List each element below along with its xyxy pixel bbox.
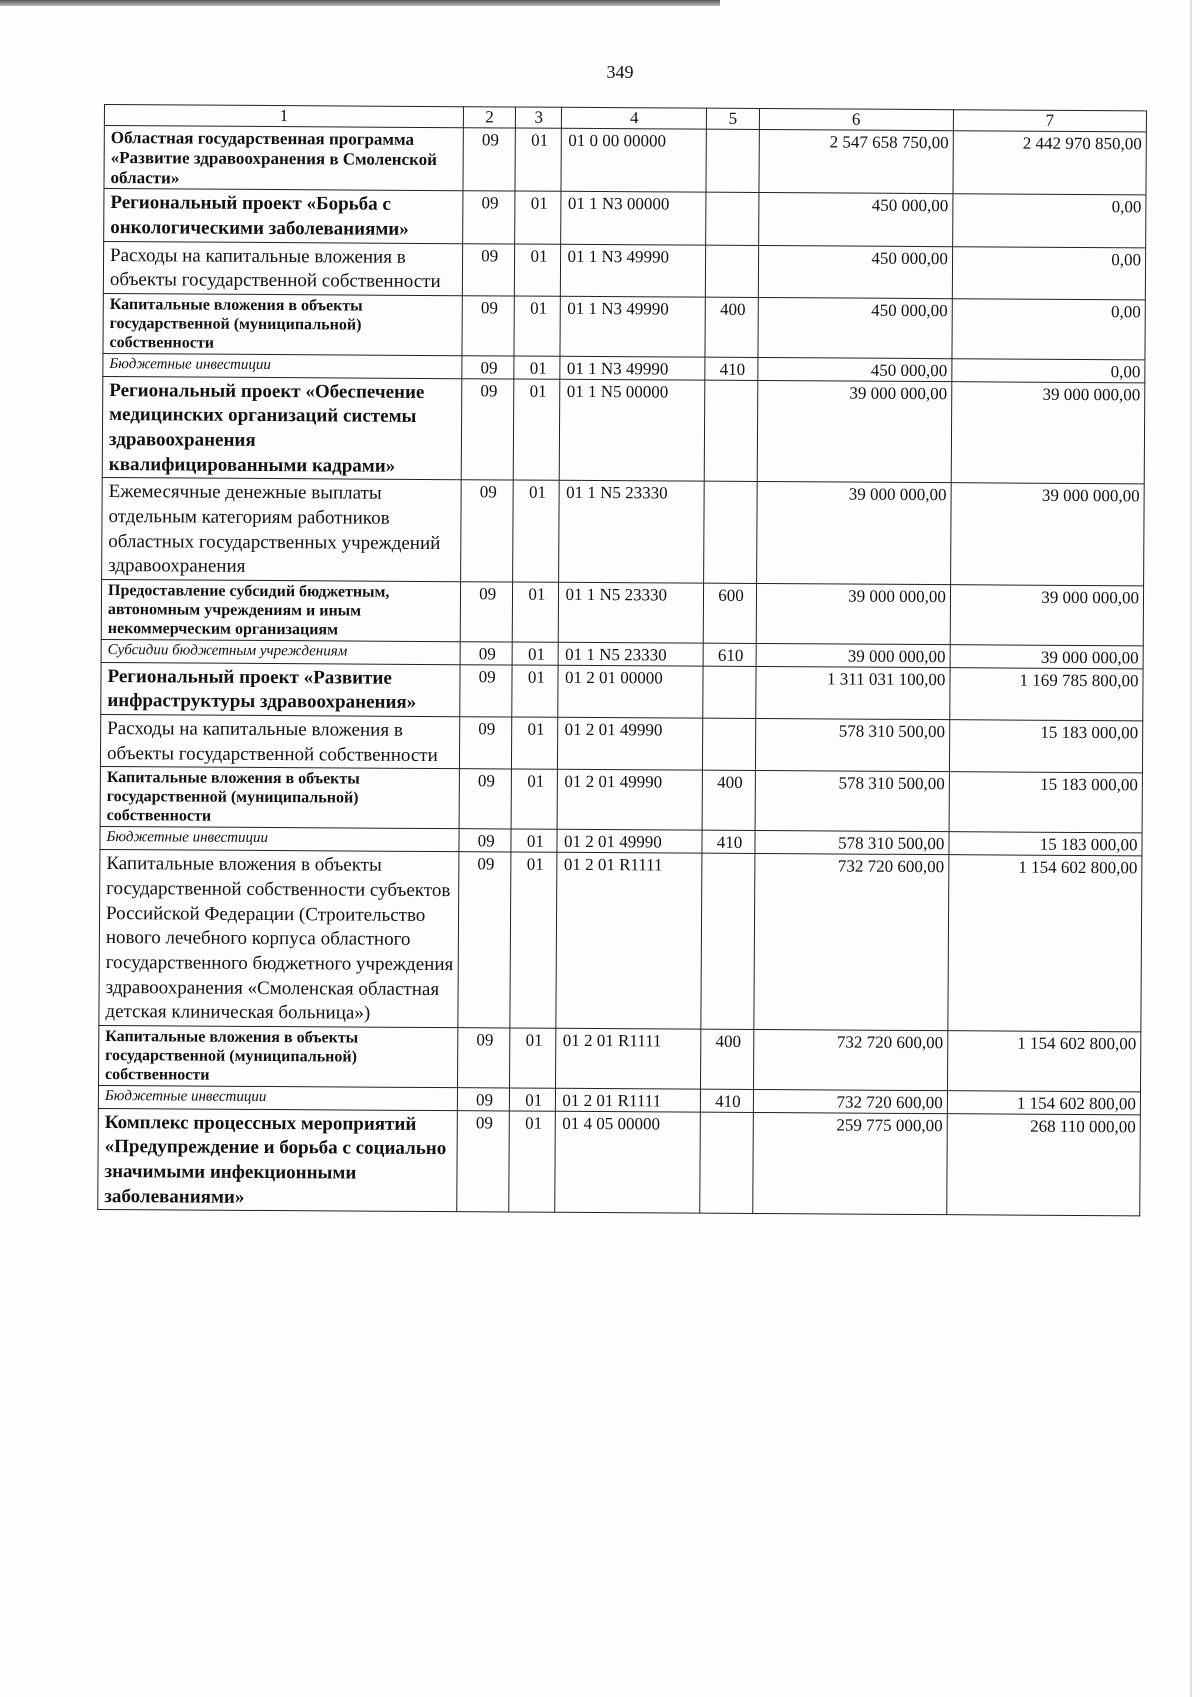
row-name: Капитальные вложения в объекты государственной собственности субъектов Российской Федерации (Строительство нового лечебного корпуса областного государственного бюджетного учреждения здравоохранения «Смоленская областная детская клиническая больница») [99,850,459,1028]
row-expense-type [703,666,756,719]
row-expense-type [706,192,759,245]
row-subsection: 01 [509,1111,556,1213]
row-name: Капитальные вложения в объекты государственной (муниципальной) собственности [103,293,462,355]
row-subsection: 01 [510,852,557,1028]
row-section: 09 [459,769,512,829]
row-subsection: 01 [513,582,560,642]
row-amount-year1: 39 000 000,00 [756,584,950,645]
row-name: Бюджетные инвестиции [103,353,462,378]
row-amount-year1: 1 311 031 100,00 [755,666,949,720]
row-name: Областная государственная программа «Развитие здравоохранения в Смоленской области» [104,126,463,191]
row-name: Ежемесячные денежные выплаты отдельным категориям работников областных государственных учреждений здравоохранения [102,478,461,582]
row-amount-year2: 1 169 785 800,00 [950,667,1143,721]
row-expense-type [704,380,757,482]
row-amount-year1: 732 720 600,00 [753,1089,947,1113]
col-header-3: 3 [516,107,562,128]
row-name: Региональный проект «Борьба с онкологическими заболеваниями» [104,189,463,244]
row-section: 09 [460,582,513,642]
row-subsection: 01 [511,769,558,829]
table-row [99,1025,1141,1091]
row-section: 09 [461,378,514,480]
row-name: Предоставление субсидий бюджетным, автономным учреждениям и иным некоммерческим организациям [101,580,460,642]
table-row [100,767,1142,833]
row-target-code: 01 2 01 00000 [558,665,703,718]
row-expense-type: 410 [701,1089,754,1112]
row-section: 09 [462,296,515,356]
row-amount-year1: 450 000,00 [758,357,952,381]
table-row [101,662,1143,721]
row-amount-year2: 0,00 [952,246,1145,300]
row-section: 09 [458,852,512,1028]
row-target-code: 01 2 01 49990 [557,829,702,853]
row-expense-type: 400 [701,1029,754,1089]
row-expense-type: 410 [702,830,755,853]
table-row [103,241,1145,300]
row-target-code: 01 2 01 49990 [558,717,703,770]
col-header-4: 4 [562,107,707,129]
row-amount-year2: 39 000 000,00 [950,644,1143,668]
scan-edge-right [1190,0,1192,1697]
row-amount-year2: 39 000 000,00 [950,483,1144,586]
row-amount-year2: 1 154 602 800,00 [947,1031,1141,1092]
row-subsection: 01 [512,665,558,718]
row-section: 09 [459,829,512,852]
row-target-code: 01 1 N5 23330 [559,582,704,643]
row-amount-year2: 15 183 000,00 [949,720,1142,774]
row-amount-year1: 578 310 500,00 [755,719,949,773]
row-amount-year2: 39 000 000,00 [950,585,1144,646]
row-amount-year1: 2 547 658 750,00 [759,130,954,194]
row-amount-year2: 0,00 [952,299,1146,360]
row-expense-type: 610 [703,643,756,666]
row-name: Бюджетные инвестиции [98,1085,457,1110]
row-section: 09 [457,1028,510,1088]
row-expense-type [703,718,756,771]
scan-edge [0,0,720,6]
row-target-code: 01 1 N5 00000 [560,379,705,482]
row-subsection: 01 [510,1028,557,1088]
table-row [102,478,1145,586]
row-target-code: 01 2 01 R1111 [556,852,702,1029]
row-amount-year2: 0,00 [952,358,1145,382]
row-expense-type [706,245,759,298]
col-header-2: 2 [463,107,516,128]
row-target-code: 01 1 N3 49990 [560,356,705,380]
row-amount-year1: 39 000 000,00 [756,482,951,585]
row-target-code: 01 1 N5 23330 [559,481,704,584]
row-subsection: 01 [514,379,561,481]
row-expense-type [704,481,757,583]
row-subsection: 01 [515,191,561,244]
row-amount-year1: 39 000 000,00 [756,643,950,667]
col-header-6: 6 [759,109,953,131]
table-row [102,376,1145,484]
row-subsection: 01 [512,642,558,665]
row-target-code: 01 4 05 00000 [555,1111,700,1214]
row-amount-year2: 1 154 602 800,00 [947,1090,1140,1114]
row-target-code: 01 1 N3 49990 [561,244,706,297]
row-name: Капитальные вложения в объекты государственной (муниципальной) собственности [99,1025,458,1087]
row-amount-year1: 39 000 000,00 [757,380,952,483]
col-header-5: 5 [707,108,760,129]
row-amount-year2: 0,00 [953,194,1146,248]
row-amount-year2: 15 183 000,00 [949,832,1142,856]
row-name: Региональный проект «Обеспечение медицинских организаций системы здравоохранения квалифицированными кадрами» [102,376,461,480]
row-amount-year1: 450 000,00 [758,193,952,247]
row-amount-year1: 259 775 000,00 [752,1112,947,1215]
row-section: 09 [463,191,516,244]
row-amount-year1: 450 000,00 [758,245,952,299]
row-target-code: 01 1 N3 49990 [560,296,705,357]
row-subsection: 01 [512,717,558,770]
row-amount-year2: 39 000 000,00 [951,381,1145,484]
row-name: Комплекс процессных мероприятий «Предупреждение и борьба с социально значимыми инфекционными заболеваниями» [98,1108,457,1212]
row-amount-year2: 268 110 000,00 [947,1113,1141,1216]
row-section: 09 [460,480,513,582]
row-name: Бюджетные инвестиции [100,827,459,852]
row-subsection: 01 [515,128,562,191]
row-target-code: 01 0 00 00000 [561,128,706,192]
table-row [99,850,1142,1032]
row-target-code: 01 2 01 R1111 [556,1088,701,1112]
row-name: Расходы на капитальные вложения в объекты государственной собственности [103,241,462,296]
row-name: Субсидии бюджетным учреждениям [101,639,460,664]
row-section: 09 [462,355,515,378]
row-section: 09 [459,717,512,770]
row-subsection: 01 [514,296,561,356]
row-subsection: 01 [510,1088,556,1111]
page-number: 349 [606,62,634,82]
row-expense-type [701,853,755,1029]
row-target-code: 01 2 01 R1111 [556,1028,701,1089]
row-amount-year2: 1 154 602 800,00 [948,855,1142,1032]
table-row [98,1108,1141,1216]
row-section: 09 [462,243,515,296]
row-expense-type: 400 [702,771,755,831]
row-expense-type [700,1112,753,1214]
row-section: 09 [460,664,513,717]
col-header-7: 7 [953,110,1146,132]
row-target-code: 01 1 N5 23330 [559,642,704,666]
table-row [104,126,1146,196]
table-row [104,189,1146,248]
row-amount-year1: 732 720 600,00 [754,854,949,1031]
row-amount-year2: 2 442 970 850,00 [953,131,1147,195]
row-amount-year2: 15 183 000,00 [949,772,1143,833]
budget-table [97,104,1147,1217]
row-amount-year1: 578 310 500,00 [755,831,949,855]
row-target-code: 01 2 01 49990 [558,770,703,831]
row-expense-type: 410 [705,357,758,380]
col-header-1: 1 [104,105,463,128]
row-expense-type [706,129,759,192]
row-section: 09 [460,641,513,664]
row-section: 09 [463,128,516,191]
row-subsection: 01 [515,244,561,297]
row-name: Капитальные вложения в объекты государственной (муниципальной) собственности [100,767,459,829]
row-amount-year1: 450 000,00 [758,297,952,358]
row-section: 09 [457,1087,510,1110]
row-subsection: 01 [513,480,560,582]
row-subsection: 01 [511,829,557,852]
row-amount-year1: 732 720 600,00 [753,1029,947,1090]
row-name: Расходы на капитальные вложения в объекты государственной собственности [100,715,459,770]
table-row [103,293,1145,359]
row-amount-year1: 578 310 500,00 [755,771,949,832]
row-target-code: 01 1 N3 00000 [561,191,706,244]
table-row [100,715,1142,774]
row-expense-type: 400 [705,297,758,357]
row-expense-type: 600 [704,583,757,643]
row-section: 09 [457,1110,510,1212]
row-subsection: 01 [514,356,560,379]
table-row [101,580,1143,646]
row-name: Региональный проект «Развитие инфраструктуры здравоохранения» [101,662,460,717]
